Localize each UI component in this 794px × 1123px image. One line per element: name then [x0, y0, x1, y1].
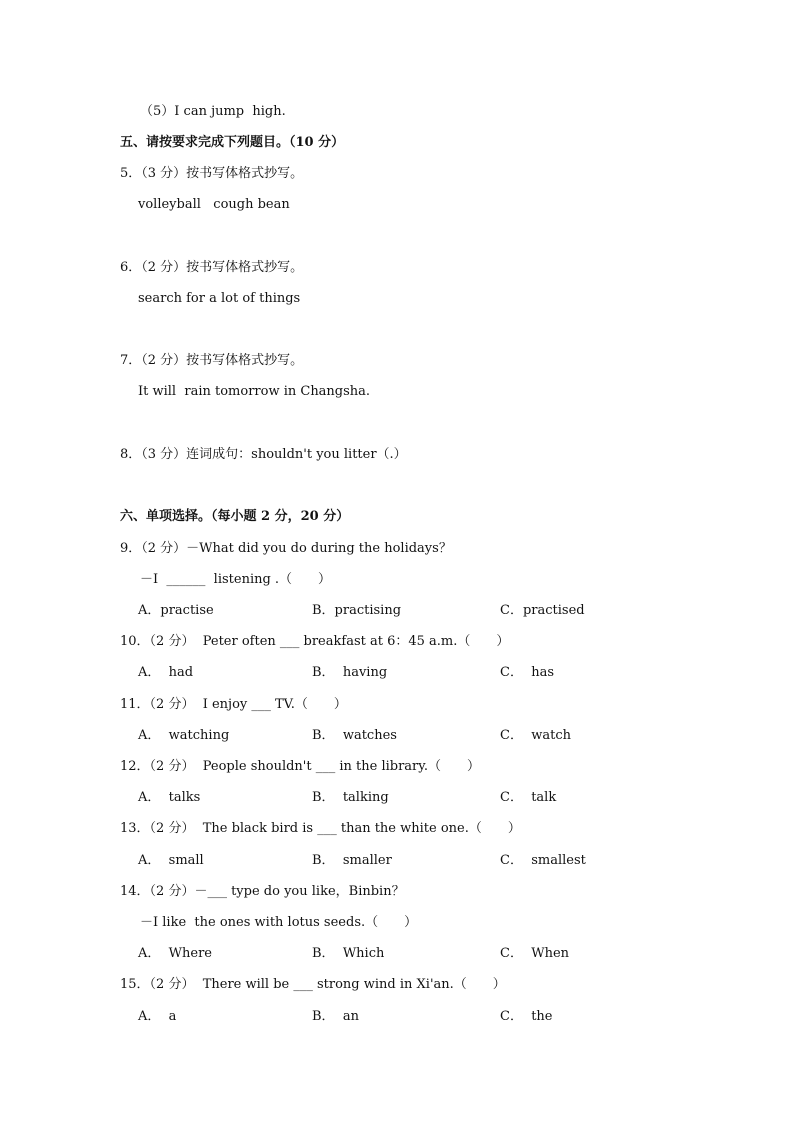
q14-option-c[interactable]: C． When [500, 946, 570, 961]
q10-option-c[interactable]: C． has [500, 665, 555, 680]
question-6-text: search for a lot of things [138, 291, 301, 306]
question-7: 7．（2 分）按书写体格式抄写。 [120, 353, 304, 368]
section-6-heading: 六、单项选择。（每小题 2 分，20 分） [120, 509, 350, 524]
item-5-text: （5）I can jump high. [140, 104, 286, 119]
q14-option-b[interactable]: B． Which [312, 946, 385, 961]
question-9: 9．（2 分）－What did you do during the holidays？ [120, 541, 452, 556]
question-11: 11．（2 分） I enjoy ___ TV.（ ） [120, 697, 347, 712]
question-7-text: It will rain tomorrow in Changsha. [138, 384, 371, 399]
q13-option-c[interactable]: C． smallest [500, 853, 586, 868]
section-5-heading: 五、请按要求完成下列题目。（10 分） [120, 135, 345, 150]
question-5-text: volleyball cough bean [138, 197, 290, 212]
q12-option-a[interactable]: A． talks [138, 790, 201, 805]
question-12: 12．（2 分） People shouldn't ___ in the library.（ ） [120, 759, 481, 774]
q15-option-b[interactable]: B． an [312, 1009, 359, 1024]
question-14-line2: －I like the ones with lotus seeds.（ ） [140, 915, 418, 930]
question-5: 5．（3 分）按书写体格式抄写。 [120, 166, 304, 181]
question-10: 10．（2 分） Peter often ___ breakfast at 6：45 a.m.（ ） [120, 634, 510, 649]
q9-option-a[interactable]: A．practise [138, 603, 214, 618]
question-6: 6．（2 分）按书写体格式抄写。 [120, 260, 304, 275]
q15-option-a[interactable]: A． a [138, 1009, 177, 1024]
q10-option-a[interactable]: A． had [138, 665, 194, 680]
q9-option-c[interactable]: C．practised [500, 603, 585, 618]
q10-option-b[interactable]: B． having [312, 665, 388, 680]
q12-option-b[interactable]: B． talking [312, 790, 389, 805]
q13-option-a[interactable]: A． small [138, 853, 204, 868]
q12-option-c[interactable]: C． talk [500, 790, 557, 805]
q11-option-b[interactable]: B． watches [312, 728, 397, 743]
question-14: 14．（2 分）－___ type do you like，Binbin？ [120, 884, 405, 899]
question-15: 15．（2 分） There will be ___ strong wind in Xi'an.（ ） [120, 977, 506, 992]
q14-option-a[interactable]: A． Where [138, 946, 212, 961]
question-8: 8．（3 分）连词成句：shouldn't you litter（.） [120, 447, 407, 462]
q13-option-b[interactable]: B． smaller [312, 853, 392, 868]
q15-option-c[interactable]: C． the [500, 1009, 553, 1024]
q11-option-a[interactable]: A． watching [138, 728, 230, 743]
q9-option-b[interactable]: B．practising [312, 603, 402, 618]
q11-option-c[interactable]: C． watch [500, 728, 571, 743]
question-9-line2: －I ______ listening .（ ） [140, 572, 332, 587]
question-13: 13．（2 分） The black bird is ___ than the white one.（ ） [120, 821, 521, 836]
